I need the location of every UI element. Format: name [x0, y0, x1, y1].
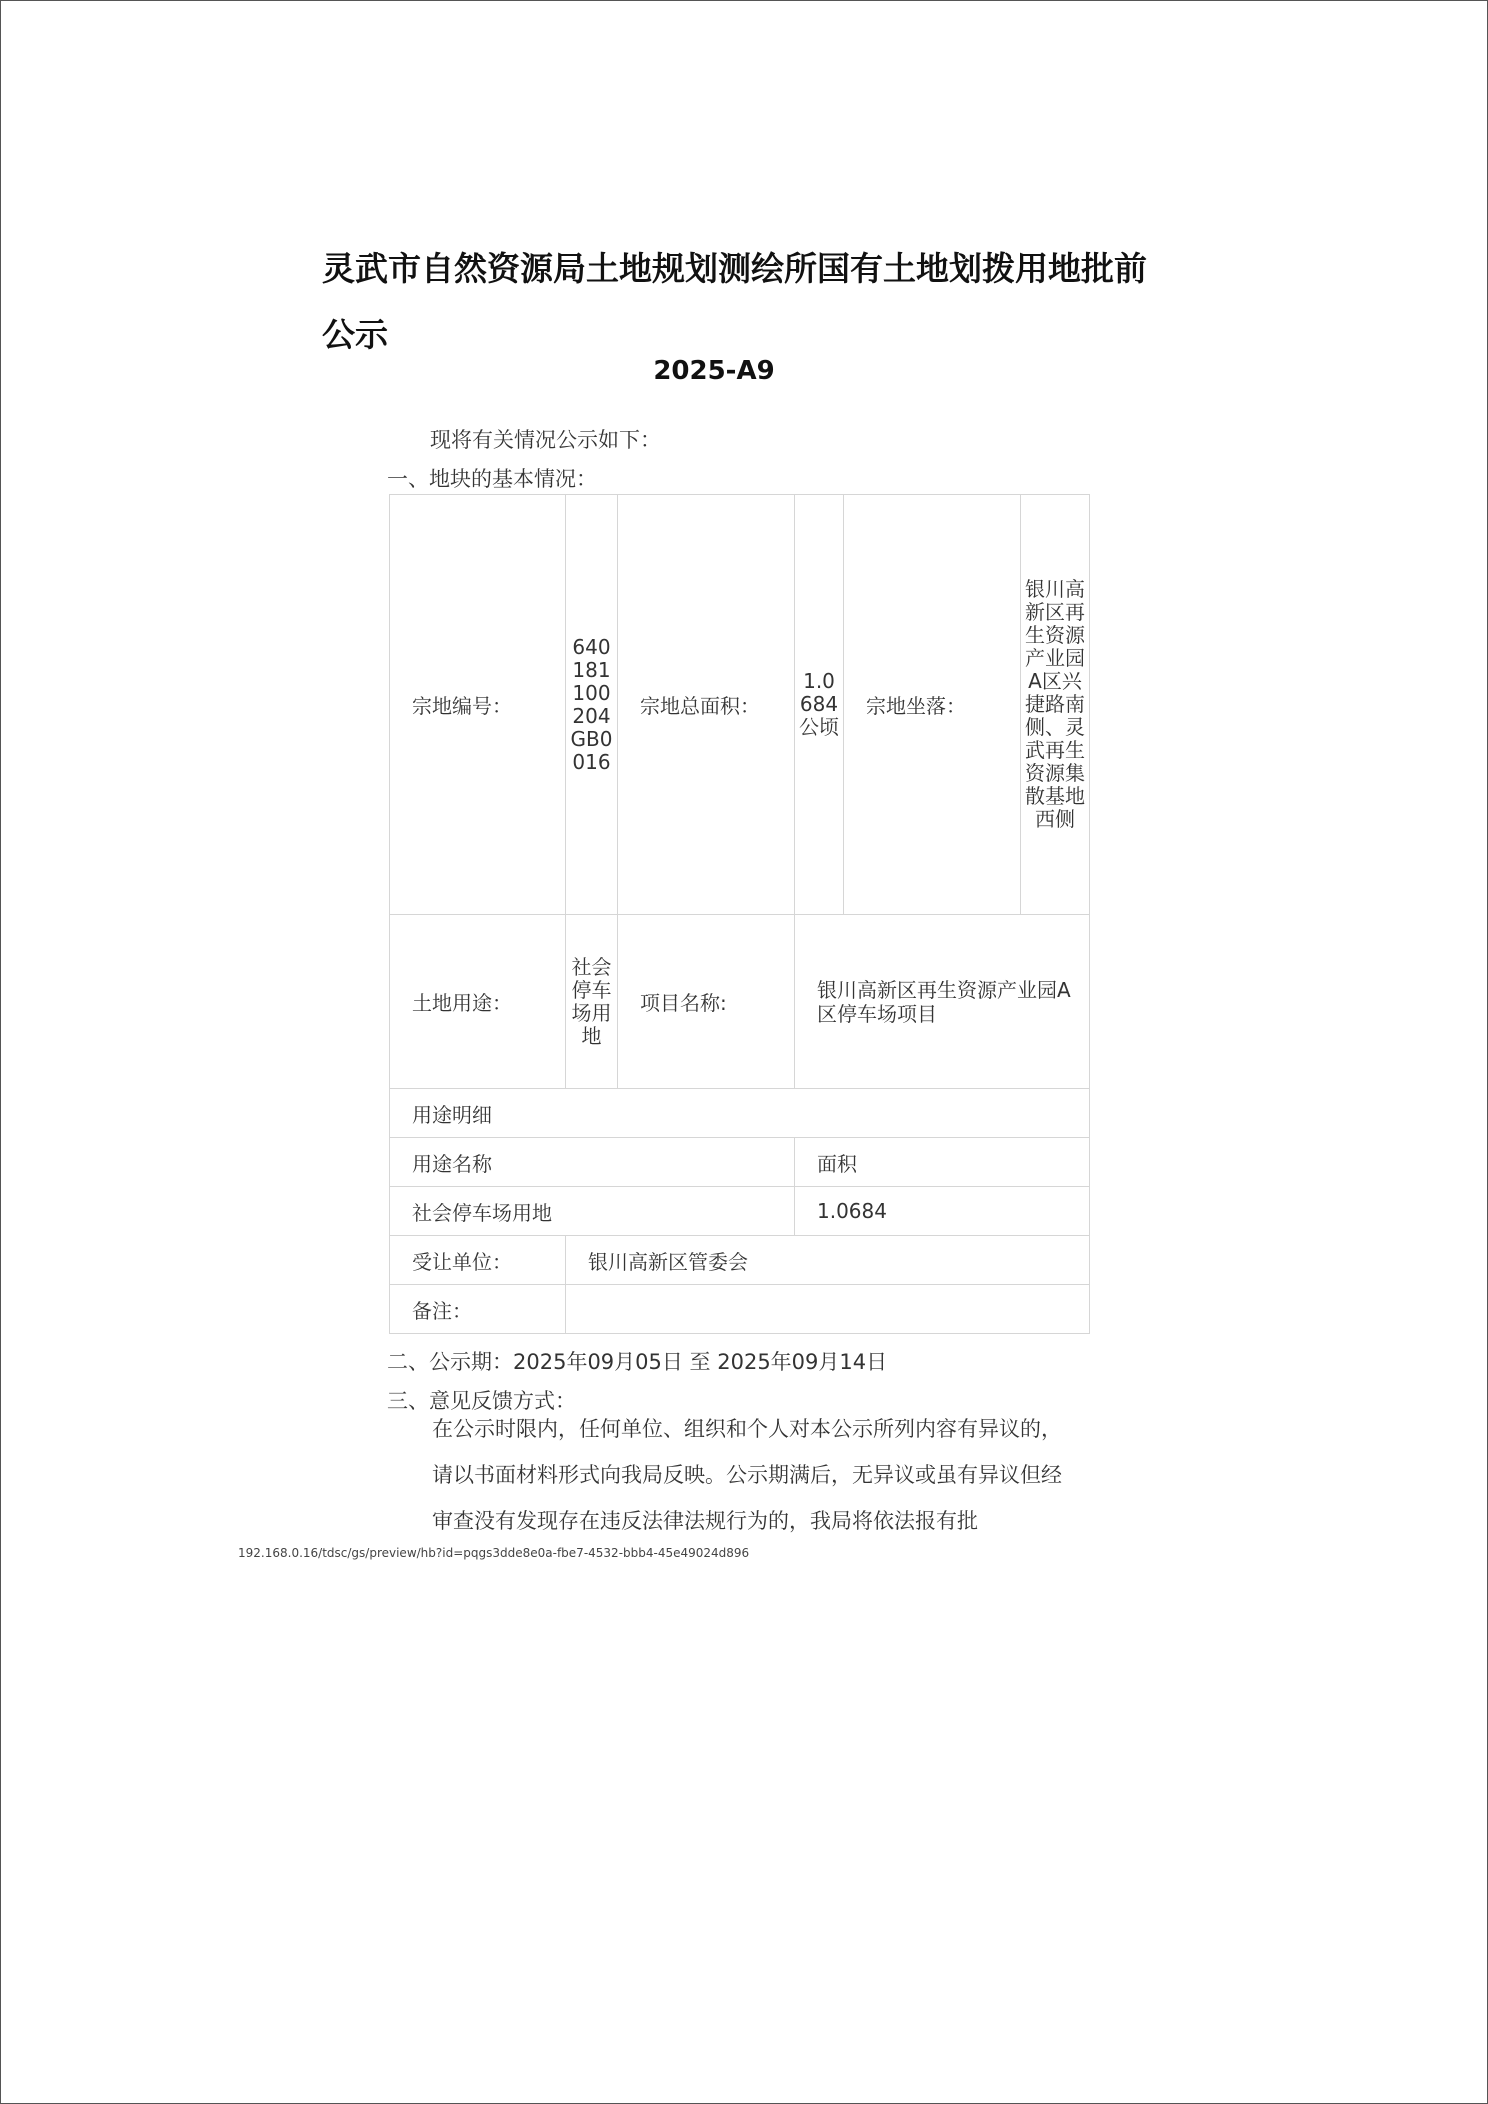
table-row: [390, 1187, 1090, 1236]
intro-text: 现将有关情况公示如下：: [430, 428, 661, 452]
detail-area-value: 1.0684: [795, 1187, 1090, 1236]
feedback-paragraph: 在公示时限内，任何单位、组织和个人对本公示所列内容有异议的，请以书面材料形式向我局反映。公示期满后，无异议或虽有异议但经审查没有发现存在违反法律法规行为的，我局将依法报有批: [432, 1417, 1062, 1533]
table-row: [390, 1285, 1090, 1334]
total-area-label: 宗地总面积：: [618, 495, 795, 915]
parcel-no-value: 640181100204GB0016: [566, 495, 618, 915]
grantee-value: 银川高新区管委会: [566, 1236, 1090, 1285]
section-2-publicity-period: 二、公示期：2025年09月05日 至 2025年09月14日: [387, 1350, 888, 1374]
location-label: 宗地坐落：: [844, 495, 1021, 915]
table-row: [390, 495, 1090, 915]
parcel-info-table: [389, 494, 1090, 1334]
project-name-label: 项目名称:: [618, 915, 795, 1089]
table-row: [390, 1236, 1090, 1285]
footer-url: 192.168.0.16/tdsc/gs/preview/hb?id=pqgs3dde8e0a-fbe7-4532-bbb4-45e49024d896: [238, 1546, 750, 1560]
remark-value: [566, 1285, 1090, 1334]
location-value: 银川高新区再生资源产业园A区兴捷路南侧、灵武再生资源集散基地西侧: [1021, 495, 1090, 915]
table-row: [390, 915, 1090, 1089]
use-name-header: 用途名称: [390, 1138, 795, 1187]
section-3-heading: 三、意见反馈方式：: [387, 1389, 576, 1413]
document-number: 2025-A9: [653, 356, 775, 386]
table-row: [390, 1089, 1090, 1138]
land-use-value: 社会停车场用地: [566, 915, 618, 1089]
area-header: 面积: [795, 1138, 1090, 1187]
remark-label: 备注：: [390, 1285, 566, 1334]
document-title: 灵武市自然资源局土地规划测绘所国有土地划拨用地批前公示: [322, 249, 1147, 354]
section-1-heading: 一、地块的基本情况：: [387, 467, 597, 491]
detail-use-name: 社会停车场用地: [390, 1187, 795, 1236]
total-area-value: 1.0684公顷: [795, 495, 844, 915]
project-name-value: 银川高新区再生资源产业园A区停车场项目: [795, 915, 1090, 1089]
grantee-label: 受让单位：: [390, 1236, 566, 1285]
parcel-no-label: 宗地编号：: [390, 495, 566, 915]
use-detail-label: 用途明细: [390, 1089, 1090, 1138]
table-row: [390, 1138, 1090, 1187]
land-use-label: 土地用途：: [390, 915, 566, 1089]
